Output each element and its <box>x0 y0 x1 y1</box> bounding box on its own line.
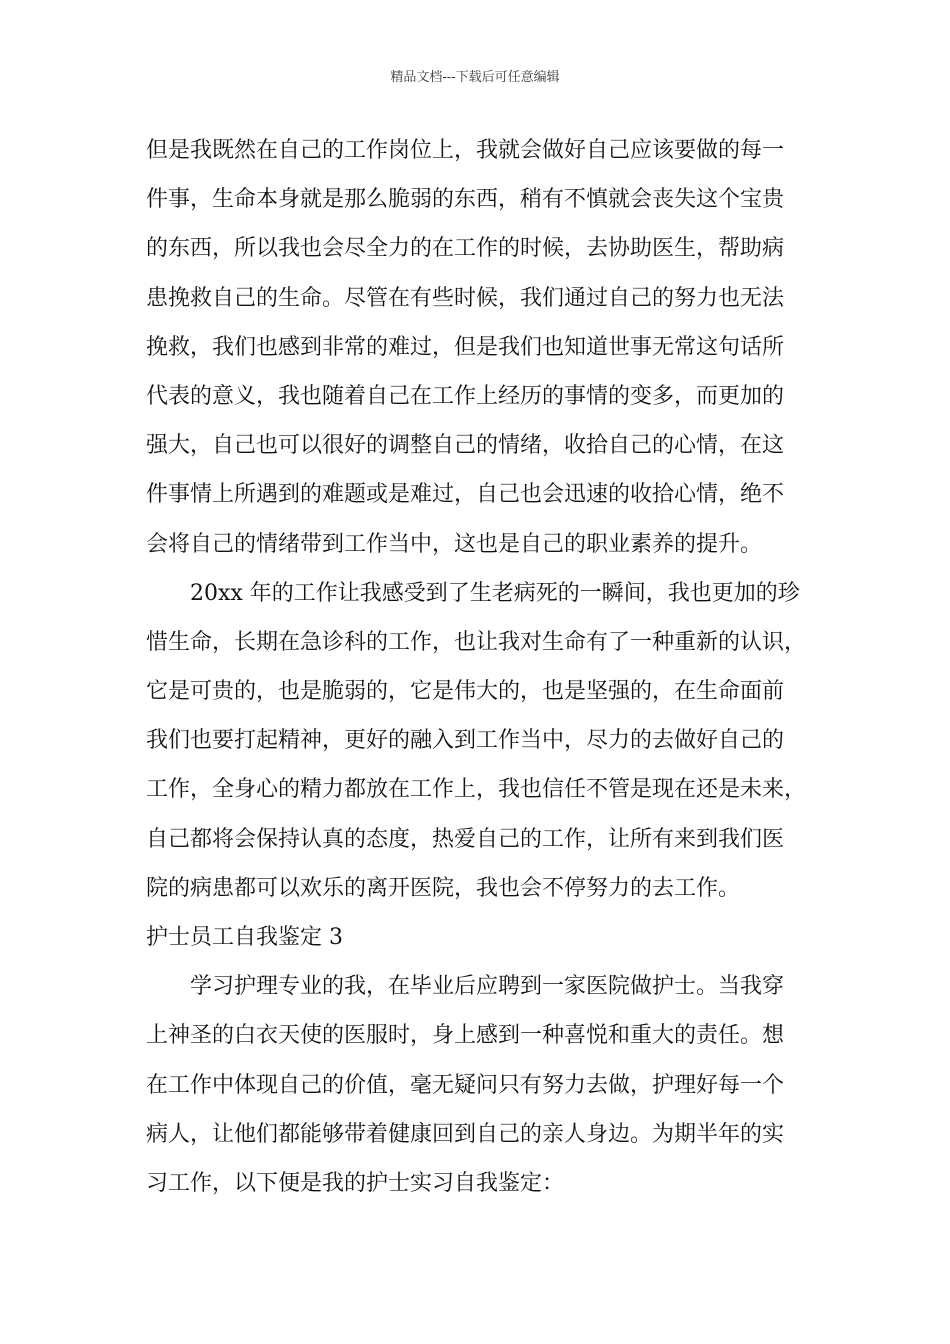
text-line: 20xx 年的工作让我感受到了生老病死的一瞬间，我也更加的珍 <box>190 580 800 606</box>
text-line: 习工作，以下便是我的护士实习自我鉴定： <box>146 1170 565 1196</box>
document-body <box>146 126 806 1208</box>
text-line: 上神圣的白衣天使的医服时，身上感到一种喜悦和重大的责任。想 <box>146 1023 785 1049</box>
text-line: 在工作中体现自己的价值，毫无疑问只有努力去做，护理好每一个 <box>146 1072 785 1098</box>
text-line: 院的病患都可以欢乐的离开医院，我也会不停努力的去工作。 <box>146 875 741 901</box>
text-line: 挽救，我们也感到非常的难过，但是我们也知道世事无常这句话所 <box>146 334 785 360</box>
text-line: 患挽救自己的生命。尽管在有些时候，我们通过自己的努力也无法 <box>146 285 785 311</box>
text-line: 的东西，所以我也会尽全力的在工作的时候，去协助医生，帮助病 <box>146 236 785 262</box>
text-line: 学习护理专业的我，在毕业后应聘到一家医院做护士。当我穿 <box>190 974 785 1000</box>
section-heading: 护士员工自我鉴定 3 <box>146 925 343 950</box>
text-line: 病人，让他们都能够带着健康回到自己的亲人身边。为期半年的实 <box>146 1121 785 1147</box>
page-header: 精品文档---下载后可任意编辑 <box>390 70 560 85</box>
text-line: 代表的意义，我也随着自己在工作上经历的事情的变多，而更加的 <box>146 383 785 409</box>
text-line: 件事情上所遇到的难题或是难过，自己也会迅速的收拾心情，绝不 <box>146 482 785 508</box>
text-line: 惜生命，长期在急诊科的工作，也让我对生命有了一种重新的认识， <box>146 629 807 655</box>
text-line: 工作，全身心的精力都放在工作上，我也信任不管是现在还是未来， <box>146 777 807 803</box>
text-line: 强大，自己也可以很好的调整自己的情绪，收拾自己的心情，在这 <box>146 433 785 459</box>
text-line: 我们也要打起精神，更好的融入到工作当中，尽力的去做好自己的 <box>146 728 785 754</box>
text-line: 会将自己的情绪带到工作当中，这也是自己的职业素养的提升。 <box>146 531 763 557</box>
text-line: 自己都将会保持认真的态度，热爱自己的工作，让所有来到我们医 <box>146 826 785 852</box>
text-line: 它是可贵的，也是脆弱的，它是伟大的，也是坚强的，在生命面前 <box>146 679 785 705</box>
text-line: 件事，生命本身就是那么脆弱的东西，稍有不慎就会丧失这个宝贵 <box>146 187 785 213</box>
text-line: 但是我既然在自己的工作岗位上，我就会做好自己应该要做的每一 <box>146 138 785 163</box>
